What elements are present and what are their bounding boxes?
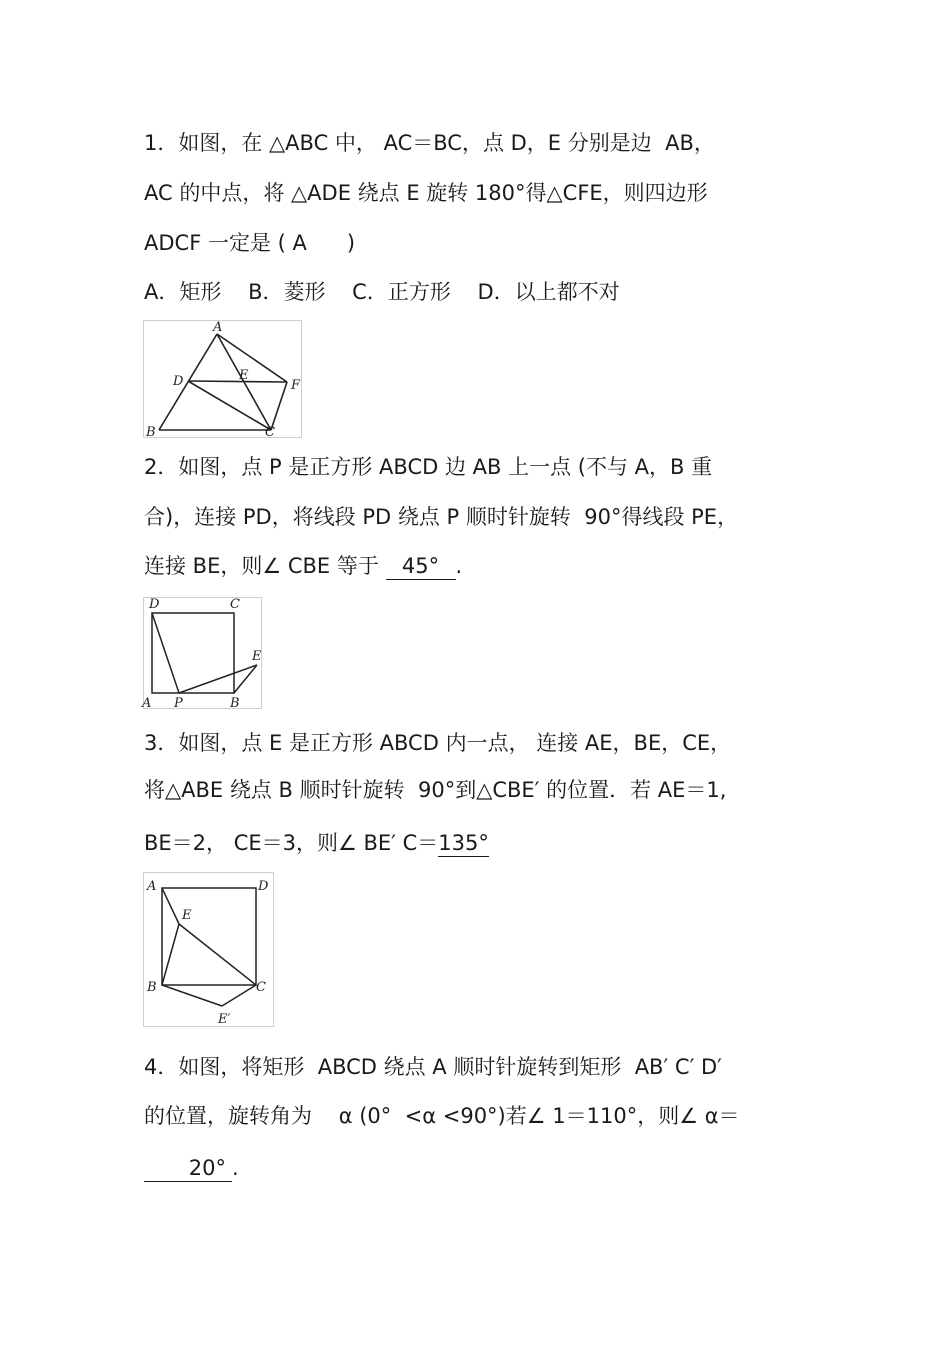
q1-label-b: B — [146, 425, 156, 440]
q1-options: A．矩形 B．菱形 C．正方形 D．以上都不对 — [144, 280, 620, 304]
q2-line-3 — [144, 551, 462, 581]
q2-line-1: 2．如图，点 P 是正方形 ABCD 边 AB 上一点 (不与 A，B 重 — [144, 455, 713, 479]
q4-line-3-end: . — [232, 1156, 239, 1180]
q4-line-2: 的位置，旋转角为 α (0° <α <90°)若∠ 1＝110°，则∠ α＝ — [144, 1104, 740, 1128]
q4-answer: 20° — [144, 1155, 232, 1182]
q3-figure — [143, 872, 274, 1027]
q2-label-d: D — [149, 597, 160, 612]
q1-line-2: AC 的中点，将 △ADE 绕点 E 旋转 180°得△CFE，则四边形 — [144, 181, 708, 205]
q4-line-1: 4．如图，将矩形 ABCD 绕点 A 顺时针旋转到矩形 AB′ C′ D′ — [144, 1055, 722, 1079]
q3-label-a: A — [147, 879, 157, 894]
q3-label-e: E — [182, 908, 192, 923]
q2-line-3-text: 连接 BE，则∠ CBE 等于 — [144, 554, 386, 578]
q4-line-3 — [144, 1153, 239, 1183]
q3-answer: 135° — [438, 831, 489, 855]
q3-label-d: D — [258, 879, 269, 894]
q1-label-f: F — [291, 378, 301, 393]
q1-figure — [143, 320, 302, 438]
q3-label-b: B — [147, 980, 157, 995]
q1-label-c: C — [265, 425, 275, 440]
q3-line-3 — [144, 828, 489, 858]
q1-label-a: A — [213, 320, 223, 335]
q1-line-1: 1．如图，在 △ABC 中， AC＝BC，点 D，E 分别是边 AB， — [144, 131, 715, 155]
q2-figure — [143, 597, 262, 709]
q2-label-a: A — [142, 696, 152, 711]
q2-label-b: B — [230, 696, 240, 711]
q2-label-e: E — [252, 649, 262, 664]
q1-label-d: D — [173, 374, 184, 389]
q3-line-3-text: BE＝2， CE＝3，则∠ BE′ C＝ — [144, 831, 439, 855]
q2-label-c: C — [230, 597, 240, 612]
q2-line-3-end: . — [455, 554, 463, 578]
q3-label-e-prime: E′ — [218, 1012, 231, 1027]
q2-answer: 45° — [386, 553, 456, 580]
q3-line-1: 3．如图，点 E 是正方形 ABCD 内一点， 连接 AE，BE，CE， — [144, 731, 732, 755]
q3-label-c: C — [256, 980, 266, 995]
q3-line-2: 将△ABE 绕点 B 顺时针旋转 90°到△CBE′ 的位置．若 AE＝1, — [144, 778, 727, 802]
q2-line-2: 合)，连接 PD，将线段 PD 绕点 P 顺时针旋转 90°得线段 PE， — [144, 505, 739, 529]
q2-label-p: P — [174, 696, 183, 711]
q1-line-3: ADCF 一定是 ( A ) — [144, 231, 356, 255]
q1-label-e: E — [239, 368, 249, 383]
